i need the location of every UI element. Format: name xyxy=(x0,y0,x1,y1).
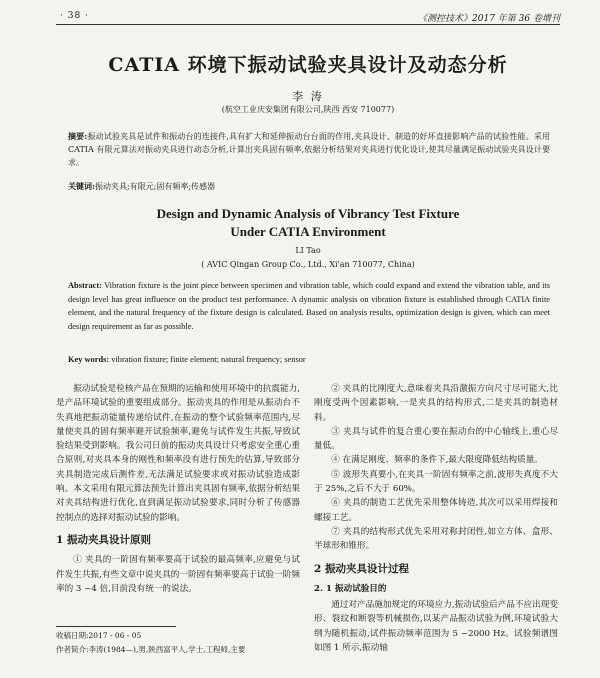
english-keywords-text: vibration fixture; finite element; natural frequency; sensor xyxy=(111,355,306,364)
english-abstract-label: Abstract: xyxy=(68,281,102,290)
intro-paragraph: 振动试验是检核产品在预期的运输和使用环境中的抗震能力,是产品环境试验的重要组成部分。振动夹具的作用是从振动台不失真地把振动能量传递给试件,在振动的整个试验频率范围内,尽量使夹具的固有频率避开试验频率,避免与试件发生共振,导致试验结果受到影响。我公司日前的振动夹具设计只考虑安全重心重合原则,对夹具本身的刚性和频率没有进行预先的估算,导致部分夹具制造完成后测件差,无法满足试验要求或对振动试验造成影响。本文采用有限元算法预先计算出夹具固有频率,依据分析结果对夹具结构进行优化,直到满足振动试验要求,同时分析了传感器控制点的选择对振动试验的影响。 xyxy=(56,384,300,523)
section-2-1-heading: 2. 1 振动试验目的 xyxy=(314,583,387,594)
footnote-rule xyxy=(56,626,176,627)
chinese-title: CATIA 环境下振动试验夹具设计及动态分析 xyxy=(108,54,508,76)
running-header xyxy=(56,8,560,24)
section-1-heading: 1 振动夹具设计原则 xyxy=(56,533,151,546)
chinese-affiliation: (航空工业庆安集团有限公司,陕西 西安 710077) xyxy=(221,105,395,114)
author-bio: 作者简介:李涛(1984—),男,陕西富平人,学士,工程师,主要 xyxy=(56,645,246,654)
principle-3-paragraph: ③ 夹具与试件的复合重心要在振动台的中心轴线上,重心尽量低。 xyxy=(314,426,558,452)
english-author: LI Tao xyxy=(295,246,321,255)
section-2-heading: 2 振动夹具设计过程 xyxy=(314,562,409,575)
english-keywords xyxy=(68,355,550,364)
journal-name: 《测控技术》2017 年第 36 卷增刊 xyxy=(418,14,560,24)
right-column xyxy=(314,382,558,655)
principle-1-paragraph: ① 夹具的一阶固有频率要高于试验的最高频率,应避免与试件发生共振,有些文章中说夹具的一阶固有频率要高于试验一阶频率的 3 ~4 倍,目前没有统一的说法。 xyxy=(56,555,300,594)
english-title-line-2: Under CATIA Environment xyxy=(230,224,386,239)
header-rule xyxy=(56,24,560,25)
left-column xyxy=(56,382,300,596)
principle-2-paragraph: ② 夹具的比刚度大,意味着夹具沿激振方向尺寸尽可能大,比刚度受两个因素影响,一是夹具的结构形式,二是夹具的制造材料。 xyxy=(314,384,558,423)
chinese-abstract-label: 摘要: xyxy=(68,131,88,141)
section-2-1-paragraph: 通过对产品施加规定的环境应力,振动试验后产品不应出现变形、裂纹和断裂等机械损伤,以某产品振动试验为例,环境试验大纲为随机振动,试件振动频率范围为 5 ~2000 Hz。试验频谱图如图 1 所示,振动轴 xyxy=(314,600,558,654)
chinese-abstract-text: 振动试验夹具是试件和振动台的连接件,具有扩大和延伸振动台台面的作用,夹具设计、制造的好坏直接影响产品的试验性能。采用 CATIA 有限元算法对振动夹具进行动态分析,计算出夹具固有频率,依据分析结果对夹具进行优化设计,使其尽量满足振动试验夹具设计要求。 xyxy=(68,132,550,167)
principle-5-paragraph: ⑤ 波形失真要小,在夹具一阶固有频率之前,波形失真度不大于 25%,之后不大于 60%。 xyxy=(314,469,558,495)
principle-7-paragraph: ⑦ 夹具的结构形式优先采用对称封闭性,如立方体、盒形、半球形和锥形。 xyxy=(314,526,558,552)
chinese-keywords xyxy=(68,181,550,192)
chinese-keywords-label: 关键词: xyxy=(68,181,95,191)
english-title xyxy=(56,205,560,241)
english-affiliation: ( AVIC Qingan Group Co., Ltd., Xi'an 710077, China) xyxy=(201,260,415,269)
chinese-keywords-text: 振动夹具;有限元;固有频率;传感器 xyxy=(94,182,216,191)
received-date: 收稿日期:2017 - 06 - 05 xyxy=(56,631,142,640)
principle-6-paragraph: ⑥ 夹具的制造工艺优先采用整体铸造,其次可以采用焊接和螺接工艺。 xyxy=(314,498,558,523)
english-title-line-1: Design and Dynamic Analysis of Vibrancy Test Fixture xyxy=(156,206,460,221)
english-keywords-label: Key words: xyxy=(68,355,110,364)
english-abstract-text: Vibration fixture is the joint piece between specimen and vibration table, which could expand and extend the vibration table, and its design level has great influence on the product test performance. A dynamic analysis on vibration fixture is established through CATIA finite element, and the natural frequency of the fixture design is calculated. Based on analysis results, optimization design is given, which can meet design requirement as far as possible. xyxy=(68,281,550,331)
principle-4-paragraph: ④ 在满足刚度、频率的条件下,最大限度降低结构质量。 xyxy=(331,455,543,466)
page-number: · 38 · xyxy=(60,11,89,21)
chinese-abstract xyxy=(68,130,550,169)
chinese-author: 李 涛 xyxy=(292,90,324,103)
english-abstract xyxy=(68,279,550,333)
